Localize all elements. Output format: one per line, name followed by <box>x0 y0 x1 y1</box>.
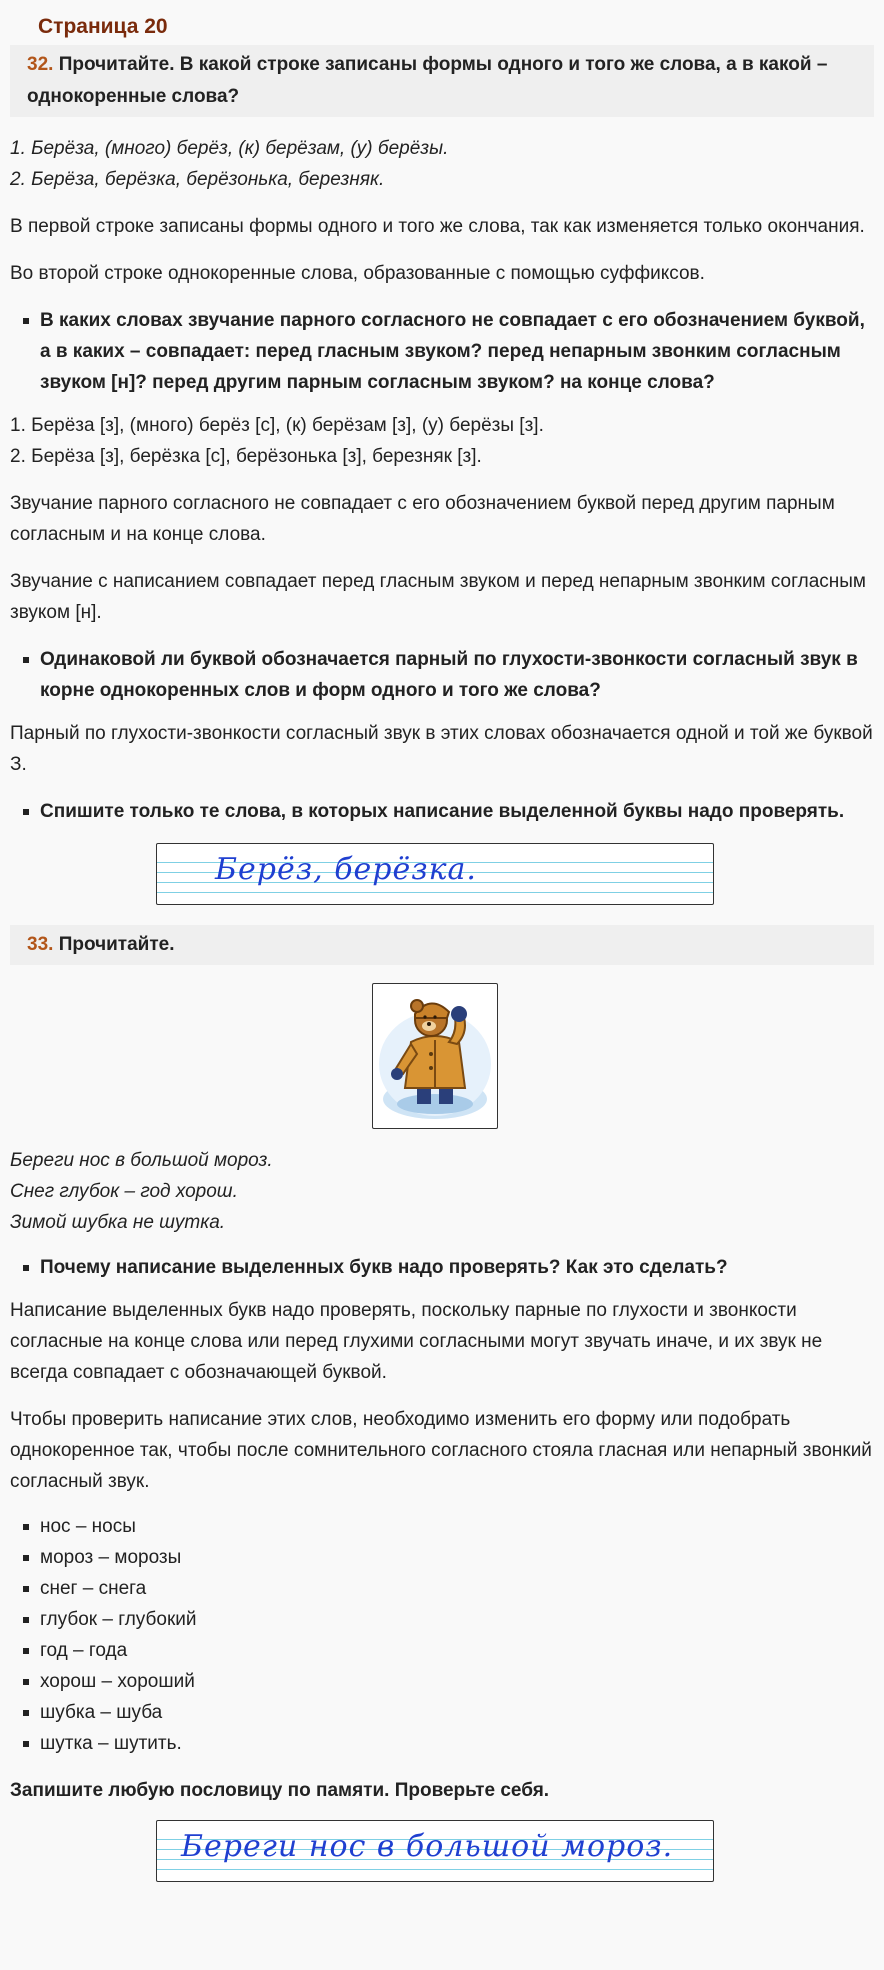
page <box>0 13 884 1882</box>
list-item: нос – носы <box>10 1511 874 1542</box>
list-item: глубок – глубокий <box>10 1604 874 1635</box>
task-32-answer-2: Во второй строке однокоренные слова, образованные с помощью суффиксов. <box>10 263 705 284</box>
illustration-bear-in-coat <box>372 983 498 1129</box>
task-32-question-1: В каких словах звучание парного согласного не совпадает с его обозначением буквой, а в каких – совпадает: перед гласным звуком? перед непарным звонким согласным звуком [н]? перед другим парным согласным звуком? на конце слова? <box>10 305 874 398</box>
list-item: хорош – хороший <box>10 1666 874 1697</box>
handwriting-box-1 <box>156 843 714 905</box>
task-33-instruction: Запишите любую пословицу по памяти. Проверьте себя. <box>10 1780 550 1801</box>
task-33-answer-2: Чтобы проверить написание этих слов, необходимо изменить его форму или подобрать однокоренное так, чтобы после сомнительного согласного стояла гласная или непарный звонкий согласный звук. <box>10 1409 872 1492</box>
task-33-answer-1: Написание выделенных букв надо проверять, поскольку парные по глухости и звонкости согласные на конце слова или перед глухими согласными могут звучать иначе, и их звук не всегда совпадает с обозначающей буквой. <box>10 1300 823 1383</box>
task-32-line-2: 2. Берёза, берёзка, берёзонька, березняк. <box>10 169 385 190</box>
task-33-title: Прочитайте. <box>58 934 175 955</box>
task-32-number: 32. <box>27 54 54 75</box>
list-item: мороз – морозы <box>10 1542 874 1573</box>
handwriting-box-2 <box>156 1820 714 1882</box>
task-32-question-3: Спишите только те слова, в которых написание выделенной буквы надо проверять. <box>10 796 874 827</box>
proverb-1: Береги нос в большой мороз. <box>10 1150 273 1171</box>
bear-in-coat-image <box>373 984 497 1128</box>
task-33-question-1: Почему написание выделенных букв надо проверять? Как это сделать? <box>10 1252 874 1283</box>
page-title: Страница 20 <box>38 15 168 38</box>
list-item: снег – снега <box>10 1573 874 1604</box>
word-pairs-list <box>10 1511 874 1759</box>
list-item: шутка – шутить. <box>10 1728 874 1759</box>
handwriting-text-1: Берёз, берёзка. <box>215 852 477 887</box>
task-32-line-1: 1. Берёза, (много) берёз, (к) берёзам, (у) берёзы. <box>10 138 449 159</box>
rule-line <box>157 1869 713 1870</box>
proverb-3: Зимой шубка не шутка. <box>10 1212 226 1233</box>
task-32-answer-4: Звучание с написанием совпадает перед гласным звуком и перед непарным звонким согласным звуком [н]. <box>10 571 866 623</box>
handwriting-text-2: Береги нос в большой мороз. <box>181 1829 674 1864</box>
task-33-proverbs <box>10 1145 874 1238</box>
list-item: год – года <box>10 1635 874 1666</box>
task-32-answer-3: Звучание парного согласного не совпадает с его обозначением буквой перед другим парным согласным и на конце слова. <box>10 493 835 545</box>
list-item: шубка – шуба <box>10 1697 874 1728</box>
sound-line-1: 1. Берёза [з], (много) берёз [с], (к) берёзам [з], (у) берёзы [з]. <box>10 415 544 436</box>
rule-line <box>157 892 713 893</box>
task-32-header <box>10 45 874 117</box>
task-33-header <box>10 925 874 965</box>
task-32-answer-5: Парный по глухости-звонкости согласный звук в этих словах обозначается одной и той же буквой З. <box>10 723 873 775</box>
task-33-number: 33. <box>27 934 54 955</box>
proverb-2: Снег глубок – год хорош. <box>10 1181 238 1202</box>
task-32-answer-1: В первой строке записаны формы одного и того же слова, так как изменяется только окончания. <box>10 216 865 237</box>
sound-line-2: 2. Берёза [з], берёзка [с], берёзонька [з], березняк [з]. <box>10 446 482 467</box>
task-32-lines <box>10 133 874 195</box>
task-32-sound-lines <box>10 410 874 472</box>
task-32-question-2: Одинаковой ли буквой обозначается парный по глухости-звонкости согласный звук в корне однокоренных слов и форм одного и того же слова? <box>10 644 874 706</box>
task-32-title: Прочитайте. В какой строке записаны формы одного и того же слова, а в какой – однокоренные слова? <box>27 54 828 107</box>
